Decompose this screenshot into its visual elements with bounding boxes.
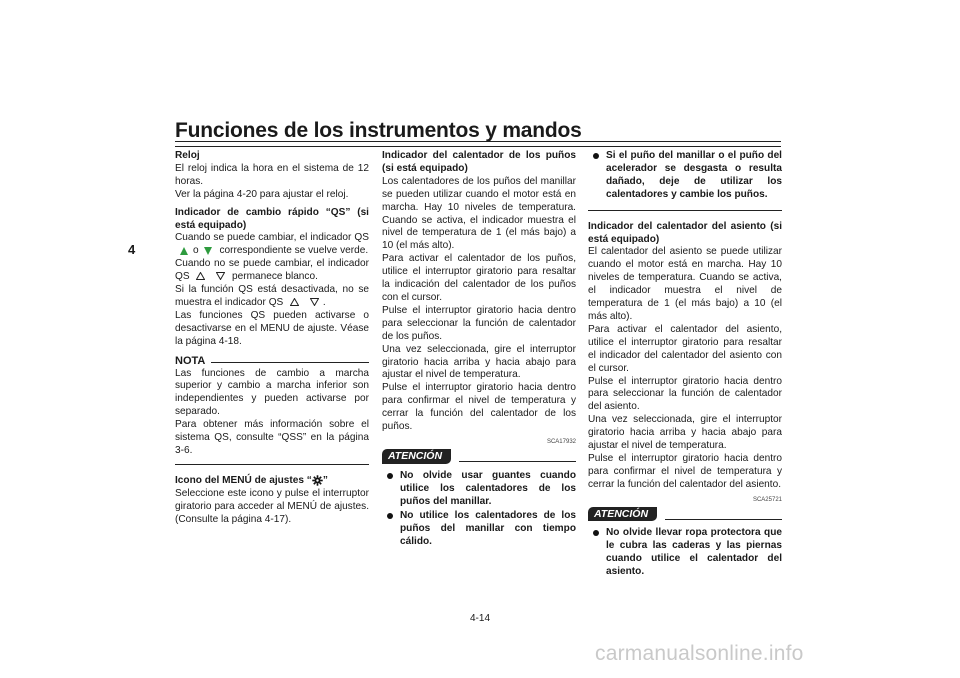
atencion-rule: [459, 461, 576, 462]
qs-paragraph: Cuando se puede cambiar, el indicador QS o correspondiente se vuelve verde.: [175, 232, 369, 257]
qs-down-outline-icon: [310, 298, 319, 306]
warning-code: SCA25721: [752, 496, 782, 503]
grip-heater-paragraph: Para activar el calentador de los puños, utilice el interruptor giratorio para resaltar la indicación del calentador de los puños con el cursor.: [382, 253, 576, 303]
reloj-paragraph: Ver la página 4-20 para ajustar el reloj.: [175, 188, 349, 200]
nota-end-rule: [175, 464, 369, 465]
qs-paragraph: Cuando no se puede cambiar, el indicador QS permanece blanco.: [175, 258, 369, 283]
gear-icon: [312, 475, 323, 486]
nota-header: [175, 355, 369, 368]
grip-heater-paragraph: Pulse el interruptor giratorio hacia dentro para confirmar el nivel de temperatura y cerrar la función del calentador de los puños.: [382, 382, 576, 433]
nota-paragraph: Las funciones de cambio a marcha superior y cambio a marcha inferior son independientes y pueden activarse por separado.: [175, 367, 369, 418]
atencion-label: ATENCIÓN: [588, 507, 657, 522]
atencion-list-continued: [588, 150, 782, 202]
page-number: 4-14: [470, 613, 491, 624]
warning-code: SCA17932: [546, 438, 576, 445]
header-rule: [175, 141, 781, 147]
atencion-header: [588, 507, 782, 522]
qs-down-outline-icon: [216, 272, 225, 280]
page-title: Funciones de los instrumentos y mandos: [175, 119, 582, 142]
nota-paragraph: Para obtener más información sobre el sistema QS, consulte “QSS” en la página 3-6.: [175, 419, 369, 456]
list-item: No utilice los calentadores de los puños del manillar con tiempo cálido.: [382, 510, 576, 549]
qs-down-green-icon: [204, 247, 212, 255]
atencion-list: [588, 527, 782, 579]
column-3: [588, 150, 782, 581]
grip-heater-paragraph: Los calentadores de los puños del manillar se pueden utilizar cuando el motor está en marcha. Hay 10 niveles de temperatura. Cuando se activa, el indicador muestra el nivel de temperatura de 1 (el más bajo) a 10 (el más alto).: [382, 175, 576, 252]
seat-heater-paragraph: Una vez seleccionada, gire el interruptor giratorio hacia arriba y hacia abajo para ajustar el nivel de temperatura.: [588, 414, 782, 452]
reloj-heading: Reloj: [175, 150, 200, 161]
grip-heater-paragraph: Pulse el interruptor giratorio hacia dentro para seleccionar la función de calentador de los puños.: [382, 304, 576, 342]
atencion-list: [382, 470, 576, 549]
list-item: No olvide llevar ropa protectora que le cubra las caderas y las piernas cuando utilice el calentador del asiento.: [588, 527, 782, 579]
qs-up-outline-icon: [196, 272, 205, 280]
nota-label: NOTA: [175, 354, 206, 367]
qs-up-green-icon: [180, 247, 188, 255]
chapter-number: 4: [128, 242, 136, 257]
menu-heading: Icono del MENÚ de ajustes “ ”: [175, 475, 328, 487]
atencion-rule: [665, 519, 782, 520]
menu-paragraph: Seleccione este icono y pulse el interruptor giratorio para acceder al MENÚ de ajustes. (Consulte la página 4-17).: [175, 487, 369, 525]
atencion-header: [382, 449, 576, 464]
reloj-paragraph: El reloj indica la hora en el sistema de 12 horas.: [175, 162, 369, 187]
seat-heater-paragraph: El calentador del asiento se puede utilizar cuando el motor está en marcha. Hay 10 niveles de temperatura. Cuando se activa, el indicador muestra el nivel de temperatura de 1 (el más bajo) a 10 (el más alto).: [588, 246, 782, 322]
seat-heater-paragraph: Pulse el interruptor giratorio hacia dentro para confirmar el nivel de temperatura y cerrar la función del calentador del asiento.: [588, 452, 782, 490]
atencion-label: ATENCIÓN: [382, 449, 451, 464]
qs-heading: Indicador de cambio rápido “QS” (si está equipado): [175, 206, 369, 231]
grip-heater-paragraph: Una vez seleccionada, gire el interruptor giratorio hacia arriba y hacia abajo para ajustar el nivel de temperatura.: [382, 343, 576, 381]
atencion-end-rule: [588, 210, 782, 211]
seat-heater-paragraph: Pulse el interruptor giratorio hacia dentro para seleccionar la función de calentador del asiento.: [588, 375, 782, 413]
nota-rule: [211, 362, 369, 363]
qs-paragraph: Si la función QS está desactivada, no se muestra el indicador QS .: [175, 284, 369, 308]
seat-heater-paragraph: Para activar el calentador del asiento, utilice el interruptor giratorio para resaltar el indicador del calentador del asiento con el cursor.: [588, 323, 782, 374]
list-item: Si el puño del manillar o el puño del acelerador se desgasta o resulta dañado, deje de utilizar los calentadores y cambie los puños.: [588, 150, 782, 202]
qs-up-outline-icon: [290, 298, 299, 306]
column-1: [175, 150, 369, 527]
list-item: No olvide usar guantes cuando utilice los calentadores de los puños del manillar.: [382, 470, 576, 509]
watermark: carmanualsonline.info: [595, 642, 804, 665]
seat-heater-heading: Indicador del calentador del asiento (si está equipado): [588, 220, 782, 245]
column-2: [382, 150, 576, 551]
chapter-tab: [125, 150, 165, 600]
grip-heater-heading: Indicador del calentador de los puños (si está equipado): [382, 150, 576, 174]
qs-paragraph: Las funciones QS pueden activarse o desactivarse en el MENU de ajuste. Véase la página 4-18.: [175, 309, 369, 347]
